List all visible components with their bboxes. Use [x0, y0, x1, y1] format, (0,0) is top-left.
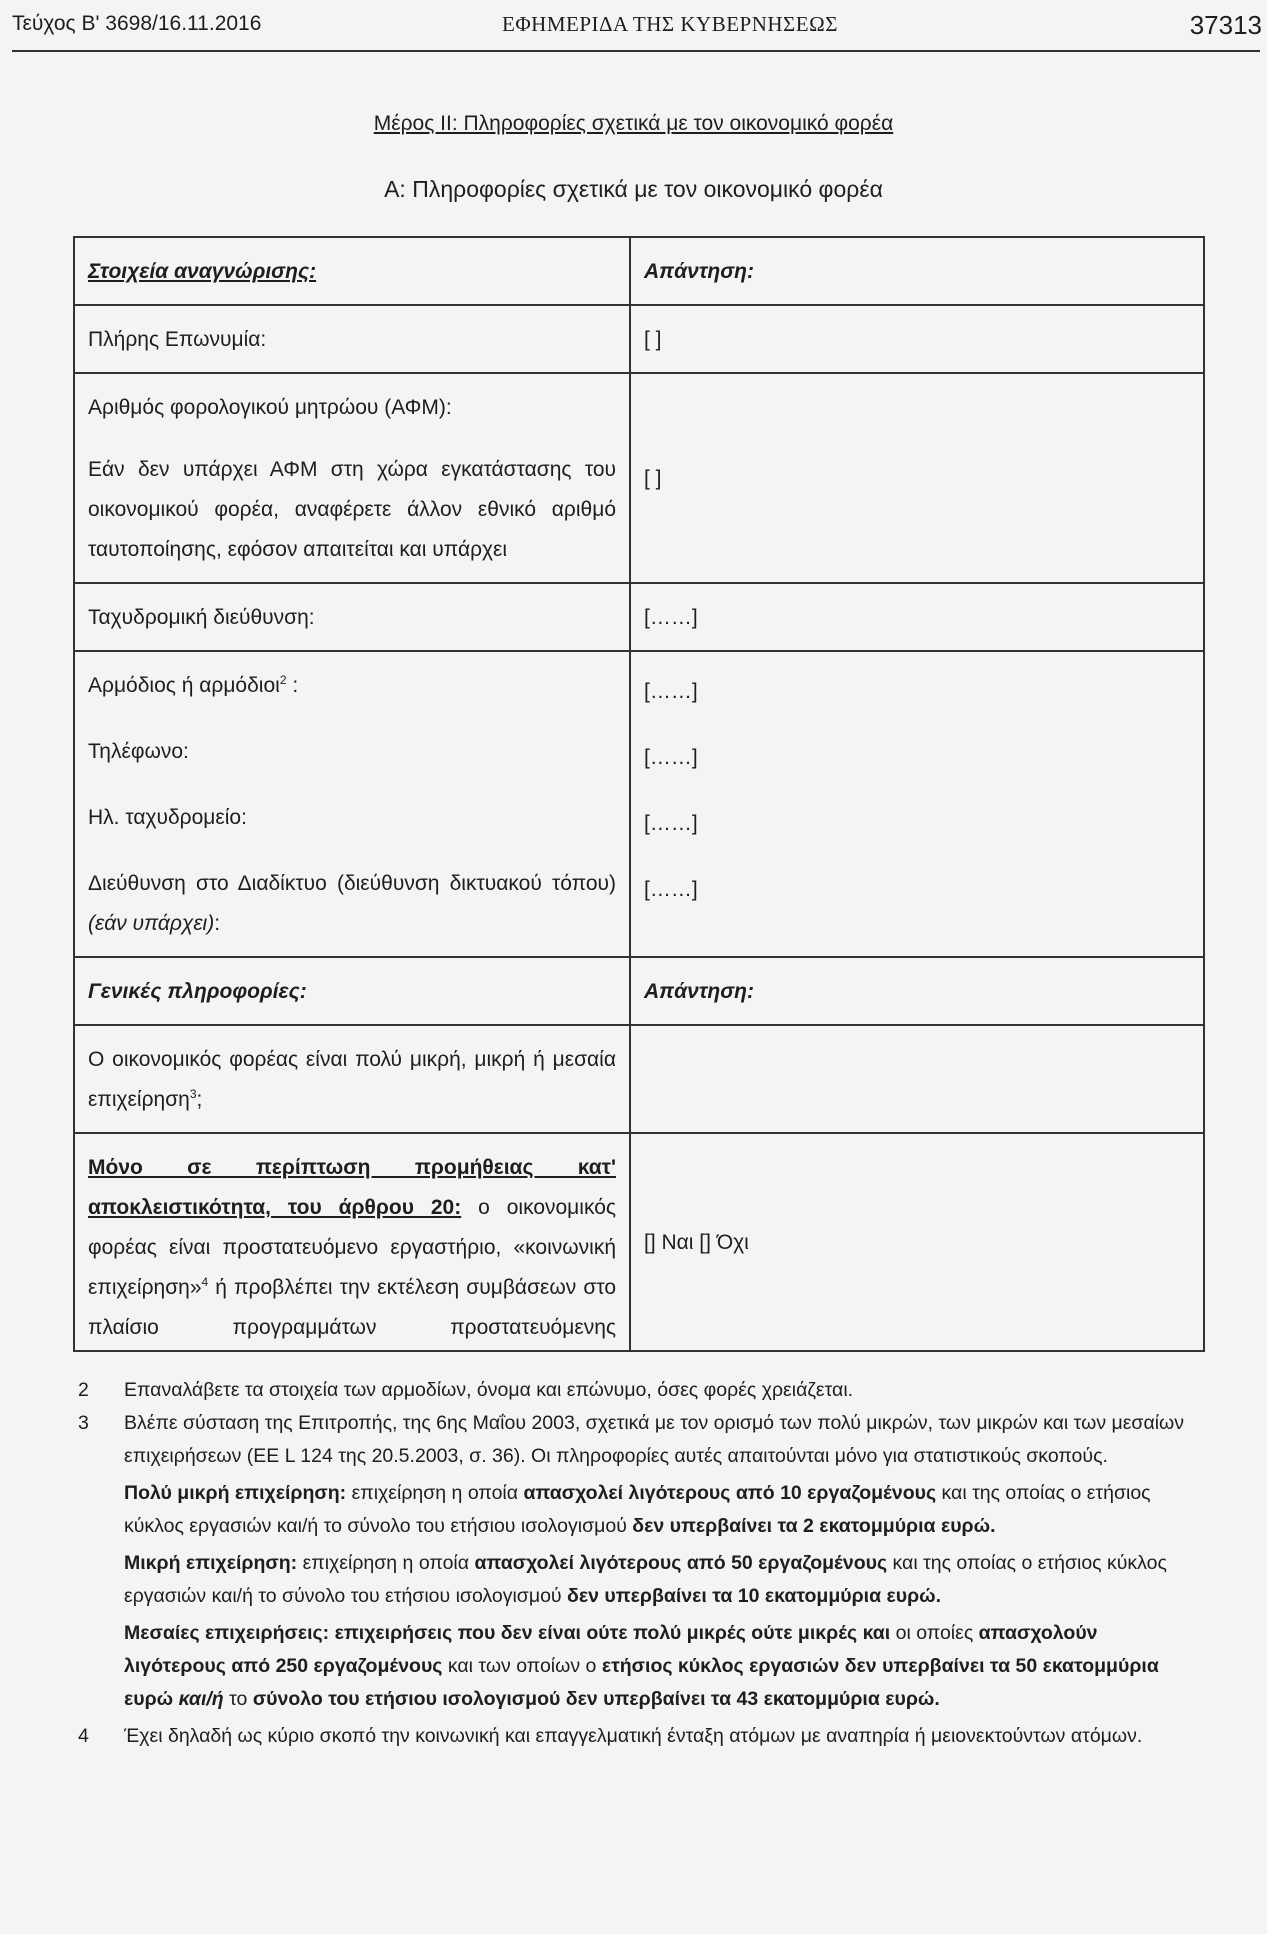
- answer-heading: Απάντηση:: [630, 957, 1204, 1025]
- economic-operator-table: [73, 236, 1205, 1352]
- gazette-title: ΕΦΗΜΕΡΙΔΑ ΤΗΣ ΚΥΒΕΡΝΗΣΕΩΣ: [502, 12, 838, 36]
- postal-address-answer[interactable]: [……]: [630, 583, 1204, 651]
- table-row: [74, 305, 1204, 373]
- contact-person-label: Αρμόδιος ή αρμόδιοι$^2$ :: [88, 673, 299, 697]
- small-definition: Μικρή επιχείρηση: επιχείρηση η οποία απασχολεί λιγότερους από 50 εργαζομένους και της οποίας ο ετήσιος κύκλος εργασιών και/ή το σύνολο του ετήσιου ισολογισμού δεν υπερβαίνει τα 10 εκατομμύρια ευρώ.: [124, 1552, 1167, 1607]
- header-rule: [12, 50, 1260, 52]
- footnote-3: 3 Βλέπε σύσταση της Επιτροπής, της 6ης Μαΐου 2003, σχετικά με τον ορισμό των πολύ μικρών, των μικρών και των μεσαίων επιχειρήσεων (ΕΕ L 124 της 20.5.2003, σ. 36). Οι πληροφορίες αυτές απαιτούνται μόνο για στατιστικούς σκοπούς. Πολύ μικρή επιχείρηση: επιχείρηση η οποία απασχολεί λιγότερους από 10 εργαζομένους και της οποίας ο ετήσιος κύκλος εργασιών και/ή το σύνολο του ετήσιου ισολογισμού δεν υπερβαίνει τα 2 εκατομμύρια ευρώ. Μικρή επιχείρηση: επιχείρηση η οποία απασχολεί λιγότερους από 50 εργαζομένους και της οποίας ο ετήσιος κύκλος εργασιών και/ή το σύνολο του ετήσιου ισολογισμού δεν υπερβαίνει τα 10 εκατομμύρια ευρώ. Μεσαίες επιχειρήσεις: επιχειρήσεις που δεν είναι ούτε πολύ μικρές ούτε μικρές και οι οποίες απασχολούν λιγότερους από 250 εργαζομένους και των οποίων ο ετήσιος κύκλος εργασιών δεν υπερβαίνει τα 50 εκατομμύρια ευρώ και/ή το σύνολο του ετήσιου ισολογισμού δεν υπερβαίνει τα 43 εκατομμύρια ευρώ.: [78, 1407, 1203, 1716]
- general-info-heading: Γενικές πληροφορίες:: [74, 957, 630, 1025]
- page-header: [12, 8, 1262, 48]
- phone-label: Τηλέφωνο:: [88, 740, 189, 763]
- sme-question: Ο οικονομικός φορέας είναι πολύ μικρή, μικρή ή μεσαία επιχείρηση$^3$;: [74, 1025, 630, 1133]
- vat-answer[interactable]: [ ]: [630, 373, 1204, 583]
- email-answer[interactable]: [……]: [644, 812, 698, 835]
- part-title: Μέρος ΙΙ: Πληροφορίες σχετικά με τον οικονομικό φορέα: [373, 112, 894, 135]
- footnote-4: 4 Έχει δηλαδή ως κύριο σκοπό την κοινωνική και επαγγελματική ένταξη ατόμων με αναπηρία ή μειονεκτούντων ατόμων.: [78, 1725, 1143, 1747]
- page-number: 37313: [1189, 10, 1262, 40]
- postal-address-label: Ταχυδρομική διεύθυνση:: [74, 583, 630, 651]
- footnote-2: 2 Επαναλάβετε τα στοιχεία των αρμοδίων, όνομα και επώνυμο, όσες φορές χρειάζεται.: [78, 1379, 854, 1401]
- table-header-row: [74, 237, 1204, 305]
- email-label: Ηλ. ταχυδρομείο:: [88, 806, 247, 829]
- full-name-label: Πλήρης Επωνυμία:: [74, 305, 630, 373]
- table-row: [74, 373, 1204, 583]
- reserved-contract-answer[interactable]: [] Ναι [] Όχι: [630, 1133, 1204, 1351]
- table-row: [74, 1025, 1204, 1133]
- issue-number: Τεύχος Β' 3698/16.11.2016: [12, 12, 262, 35]
- medium-definition: Μεσαίες επιχειρήσεις: επιχειρήσεις που δεν είναι ούτε πολύ μικρές ούτε μικρές και οι οποίες απασχολούν λιγότερους από 250 εργαζομένους και των οποίων ο ετήσιος κύκλος εργασιών δεν υπερβαίνει τα 50 εκατομμύρια ευρώ και/ή το σύνολο του ετήσιου ισολογισμού δεν υπερβαίνει τα 43 εκατομμύρια ευρώ.: [124, 1622, 1159, 1710]
- contacts-cell: [74, 651, 630, 957]
- contacts-answer-cell: [630, 651, 1204, 957]
- vat-cell: [74, 373, 630, 583]
- website-label: Διεύθυνση στο Διαδίκτυο (διεύθυνση δικτυακού τόπου) (εάν υπάρχει):: [88, 872, 616, 935]
- website-answer[interactable]: [……]: [644, 878, 698, 901]
- footnotes: [78, 1374, 1203, 1753]
- section-title: Α: Πληροφορίες σχετικά με τον οικονομικό φορέα: [384, 176, 883, 202]
- sme-answer[interactable]: [630, 1025, 1204, 1133]
- phone-answer[interactable]: [……]: [644, 746, 698, 769]
- full-name-answer[interactable]: [ ]: [630, 305, 1204, 373]
- table-row: [74, 583, 1204, 651]
- reserved-contract-question: Μόνο σε περίπτωση προμήθειας κατ' αποκλειστικότητα, του άρθρου 20: ο οικονομικός φορέας είναι προστατευόμενο εργαστήριο, «κοινωνική επιχείρηση»$^4$ ή προβλέπει την εκτέλεση συμβάσεων στο πλαίσιο προγραμμάτων προστατευόμενης: [74, 1133, 630, 1351]
- identification-heading: Στοιχεία αναγνώρισης:: [74, 237, 630, 305]
- vat-label: Αριθμός φορολογικού μητρώου (ΑΦΜ):: [88, 396, 452, 419]
- table-row: [74, 1133, 1204, 1351]
- answer-heading: Απάντηση:: [630, 237, 1204, 305]
- micro-definition: Πολύ μικρή επιχείρηση: επιχείρηση η οποία απασχολεί λιγότερους από 10 εργαζομένους και της οποίας ο ετήσιος κύκλος εργασιών και/ή το σύνολο του ετήσιου ισολογισμού δεν υπερβαίνει τα 2 εκατομμύρια ευρώ.: [124, 1482, 1151, 1537]
- table-row: [74, 651, 1204, 957]
- table-header-row: [74, 957, 1204, 1025]
- contact-person-answer[interactable]: [……]: [644, 680, 698, 703]
- vat-note: Εάν δεν υπάρχει ΑΦΜ στη χώρα εγκατάστασης του οικονομικού φορέα, αναφέρετε άλλον εθνικό αριθμό ταυτοποίησης, εφόσον απαιτείται και υπάρχει: [88, 458, 616, 561]
